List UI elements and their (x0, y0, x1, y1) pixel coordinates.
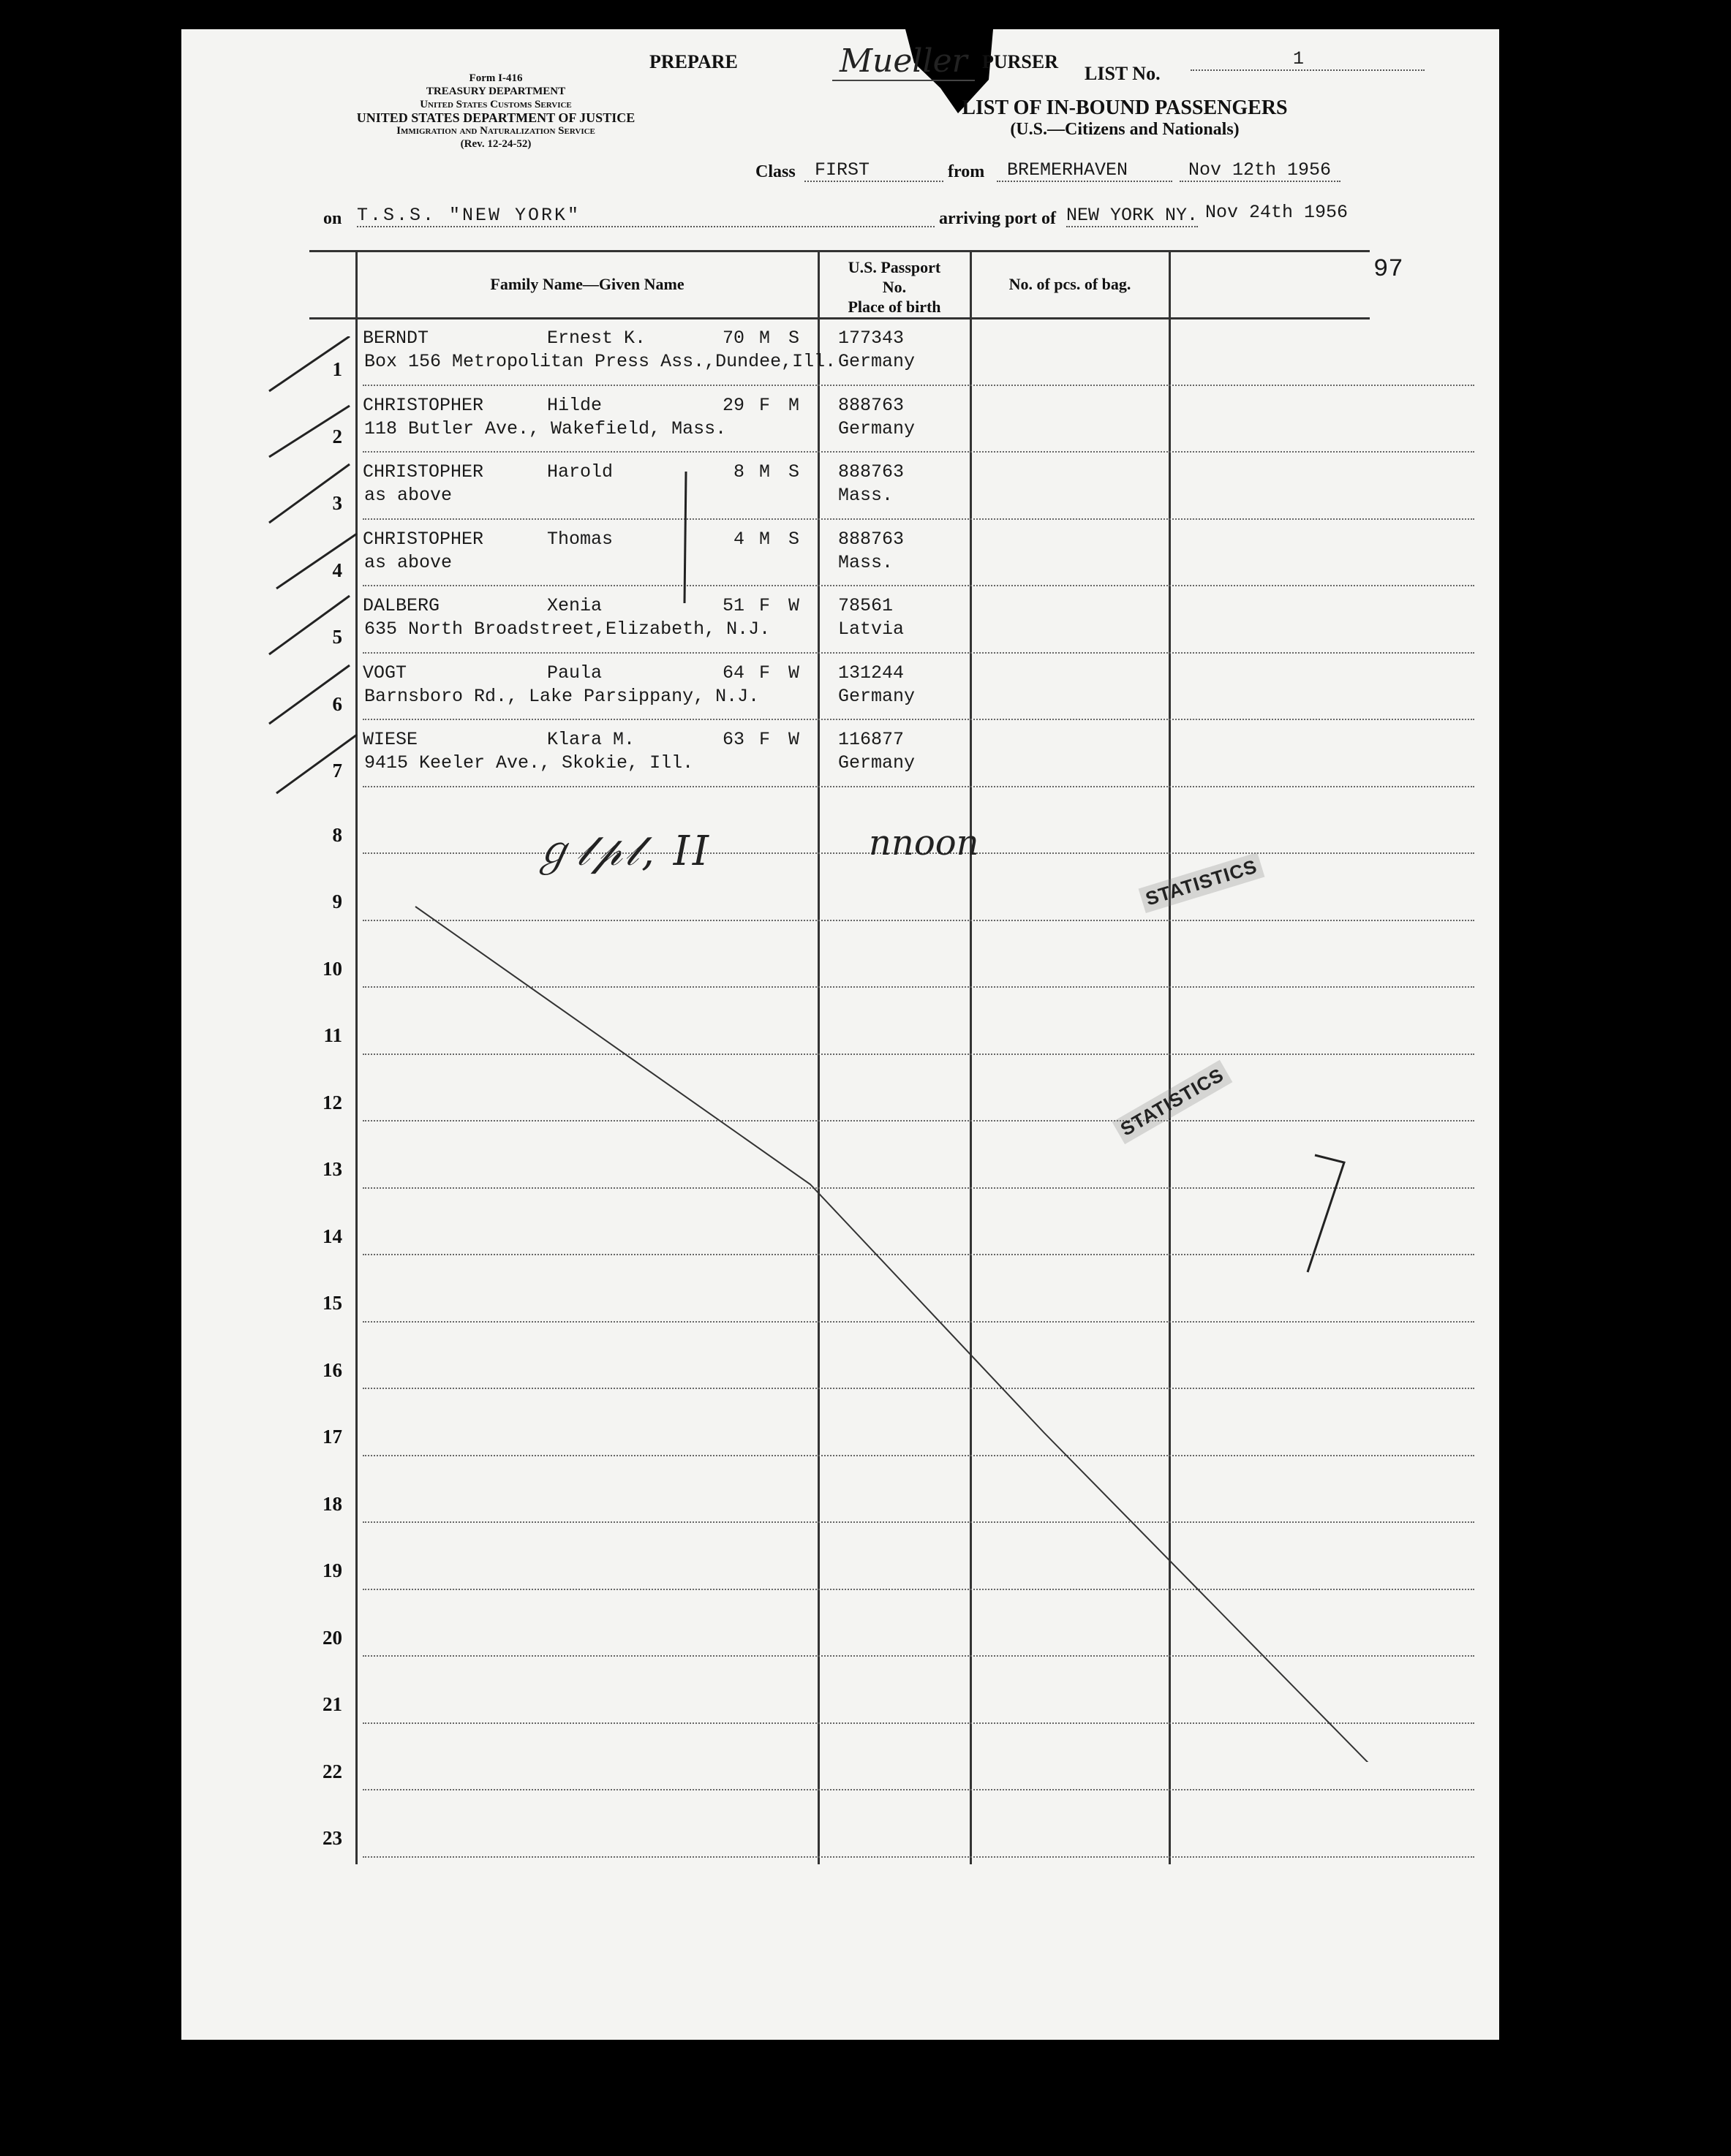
tick-7 (276, 735, 357, 793)
passport-number: 131244 (838, 662, 905, 684)
given-name: Hilde (547, 394, 603, 416)
age: 70 (722, 328, 744, 349)
birthplace: Germany (838, 351, 916, 372)
row-number: 19 (323, 1559, 342, 1581)
family-name: CHRISTOPHER (363, 394, 484, 416)
address: as above (364, 485, 453, 506)
row-rule (363, 1856, 1474, 1858)
handwritten-scribble: ℊ𝓁𝓅𝓁, (532, 828, 657, 875)
address: 635 North Broadstreet,Elizabeth, N.J. (364, 619, 771, 640)
address: Barnsboro Rd., Lake Parsippany, N.J. (364, 685, 760, 707)
justice-dept: UNITED STATES DEPARTMENT OF JUSTICE (356, 110, 636, 125)
birthplace: Mass. (838, 551, 894, 573)
given-name: Ernest K. (547, 328, 646, 349)
tick-2 (269, 406, 350, 457)
bracket-mark (679, 468, 693, 607)
family-name: CHRISTOPHER (363, 461, 484, 483)
tick-5 (269, 596, 350, 654)
given-name: Klara M. (547, 729, 636, 750)
passport-number: 888763 (838, 394, 905, 416)
sex: F (759, 394, 771, 416)
age: 63 (722, 729, 744, 750)
sex: F (759, 595, 771, 616)
tick-3 (269, 464, 350, 523)
family-name: BERNDT (363, 328, 429, 349)
sex: M (759, 328, 771, 349)
sex: F (759, 662, 771, 684)
arriving-label: arriving port of (939, 209, 1056, 228)
purser-label: PURSER (982, 51, 1059, 72)
age: 51 (722, 595, 744, 616)
list-subtitle: (U.S.—Citizens and Nationals) (1010, 120, 1240, 139)
from-port: BREMERHAVEN (997, 159, 1172, 182)
manifest-page (181, 29, 1499, 2040)
page-number: 97 (1373, 256, 1403, 284)
class-value: FIRST (804, 159, 943, 182)
on-label: on (323, 209, 342, 228)
departure-date: Nov 12th 1956 (1180, 159, 1340, 182)
row-rule (363, 451, 1474, 453)
address: as above (364, 551, 453, 573)
marital-status: S (788, 461, 800, 483)
bags-column-header: No. of pcs. of bag. (1008, 275, 1131, 293)
row-rule (363, 385, 1474, 386)
handwritten-roman: II (673, 828, 712, 875)
prepared-label: PREPARE (649, 51, 738, 72)
passport-header-line3: Place of birth (848, 298, 941, 316)
header-bottom-rule (309, 317, 1370, 319)
row-rule (363, 585, 1474, 586)
treasury-dept: TREASURY DEPARTMENT (426, 86, 566, 97)
marital-status: M (788, 394, 800, 416)
row-number: 20 (323, 1626, 342, 1649)
row-number: 9 (332, 890, 342, 912)
list-no-label: LIST No. (1085, 63, 1161, 84)
tick-6 (269, 665, 350, 724)
address: 118 Butler Ave., Wakefield, Mass. (364, 417, 727, 439)
name-column-header: Family Name—Given Name (490, 275, 685, 293)
row-number: 17 (323, 1426, 342, 1448)
statistics-stamp-1: STATISTICS (1139, 852, 1265, 913)
row-rule (363, 652, 1474, 654)
marital-status: W (788, 662, 800, 684)
form-number: Form I-416 (469, 72, 523, 84)
statistics-stamp-2: STATISTICS (1112, 1060, 1233, 1144)
row-rule (363, 518, 1474, 520)
passport-number: 888763 (838, 528, 905, 550)
row-number: 16 (323, 1358, 342, 1381)
row-number: 13 (323, 1158, 342, 1180)
form-header (320, 72, 671, 151)
purser-signature: Mueller (832, 42, 975, 81)
list-number: 1 (1191, 48, 1425, 71)
given-name: Paula (547, 662, 603, 684)
address: Box 156 Metropolitan Press Ass.,Dundee,Ill. (364, 351, 837, 372)
row-rule (363, 786, 1474, 787)
sex: M (759, 528, 771, 550)
row-number: 4 (332, 559, 342, 581)
row-number: 15 (323, 1292, 342, 1314)
given-name: Xenia (547, 595, 603, 616)
birthplace: Germany (838, 685, 916, 707)
form-revision: (Rev. 12-24-52) (460, 138, 532, 150)
row-number: 8 (332, 823, 342, 846)
birthplace: Mass. (838, 485, 894, 506)
age: 29 (722, 394, 744, 416)
cancel-line (401, 885, 1425, 1762)
row-number: 2 (332, 425, 342, 447)
empty-row (181, 1792, 1499, 1859)
passport-number: 177343 (838, 328, 905, 349)
passport-number: 888763 (838, 461, 905, 483)
row-number: 21 (323, 1693, 342, 1715)
marital-status: W (788, 595, 800, 616)
ship-name: T.S.S. "NEW YORK" (357, 205, 935, 227)
arrival-date: Nov 24th 1956 (1205, 202, 1349, 223)
passport-header-line2: No. (882, 278, 907, 296)
row-number: 10 (323, 957, 342, 980)
handwritten-note-right: nnoon (869, 822, 979, 863)
row-number: 3 (332, 492, 342, 514)
row-number: 14 (323, 1225, 342, 1247)
address: 9415 Keeler Ave., Skokie, Ill. (364, 752, 694, 773)
row-number: 1 (332, 358, 342, 380)
handwritten-note-left (532, 819, 712, 877)
age: 8 (733, 461, 744, 483)
age: 64 (722, 662, 744, 684)
family-name: WIESE (363, 729, 418, 750)
tick-4 (276, 534, 357, 589)
row-rule (363, 1789, 1474, 1790)
passport-number: 116877 (838, 729, 905, 750)
row-number: 23 (323, 1827, 342, 1849)
birthplace: Germany (838, 752, 916, 773)
passport-number: 78561 (838, 595, 894, 616)
row-number: 22 (323, 1760, 342, 1782)
checkmark-ticks (254, 336, 401, 833)
sex: F (759, 729, 771, 750)
family-name: CHRISTOPHER (363, 528, 484, 550)
passport-header-line1: U.S. Passport (848, 258, 941, 276)
passport-column-header (819, 257, 970, 317)
table-top-rule (309, 250, 1370, 252)
age: 4 (733, 528, 744, 550)
from-label: from (948, 162, 985, 181)
given-name: Thomas (547, 528, 614, 550)
family-name: DALBERG (363, 595, 440, 616)
row-number: 12 (323, 1091, 342, 1113)
ins-service: Immigration and Naturalization Service (396, 125, 595, 137)
birthplace: Germany (838, 417, 916, 439)
class-label: Class (755, 162, 796, 181)
row-number: 11 (323, 1024, 342, 1046)
marital-status: S (788, 528, 800, 550)
list-title: LIST OF IN-BOUND PASSENGERS (962, 97, 1288, 119)
row-number: 6 (332, 692, 342, 715)
right-handmark (1300, 1148, 1359, 1279)
arrival-port: NEW YORK NY. (1066, 205, 1199, 226)
row-number: 7 (332, 760, 342, 782)
customs-service: United States Customs Service (420, 99, 572, 110)
sex: M (759, 461, 771, 483)
marital-status: S (788, 328, 800, 349)
given-name: Harold (547, 461, 614, 483)
family-name: VOGT (363, 662, 407, 684)
row-number: 18 (323, 1492, 342, 1515)
row-number: 5 (332, 626, 342, 648)
birthplace: Latvia (838, 619, 905, 640)
marital-status: W (788, 729, 800, 750)
tick-1 (269, 336, 350, 391)
row-rule (363, 719, 1474, 720)
